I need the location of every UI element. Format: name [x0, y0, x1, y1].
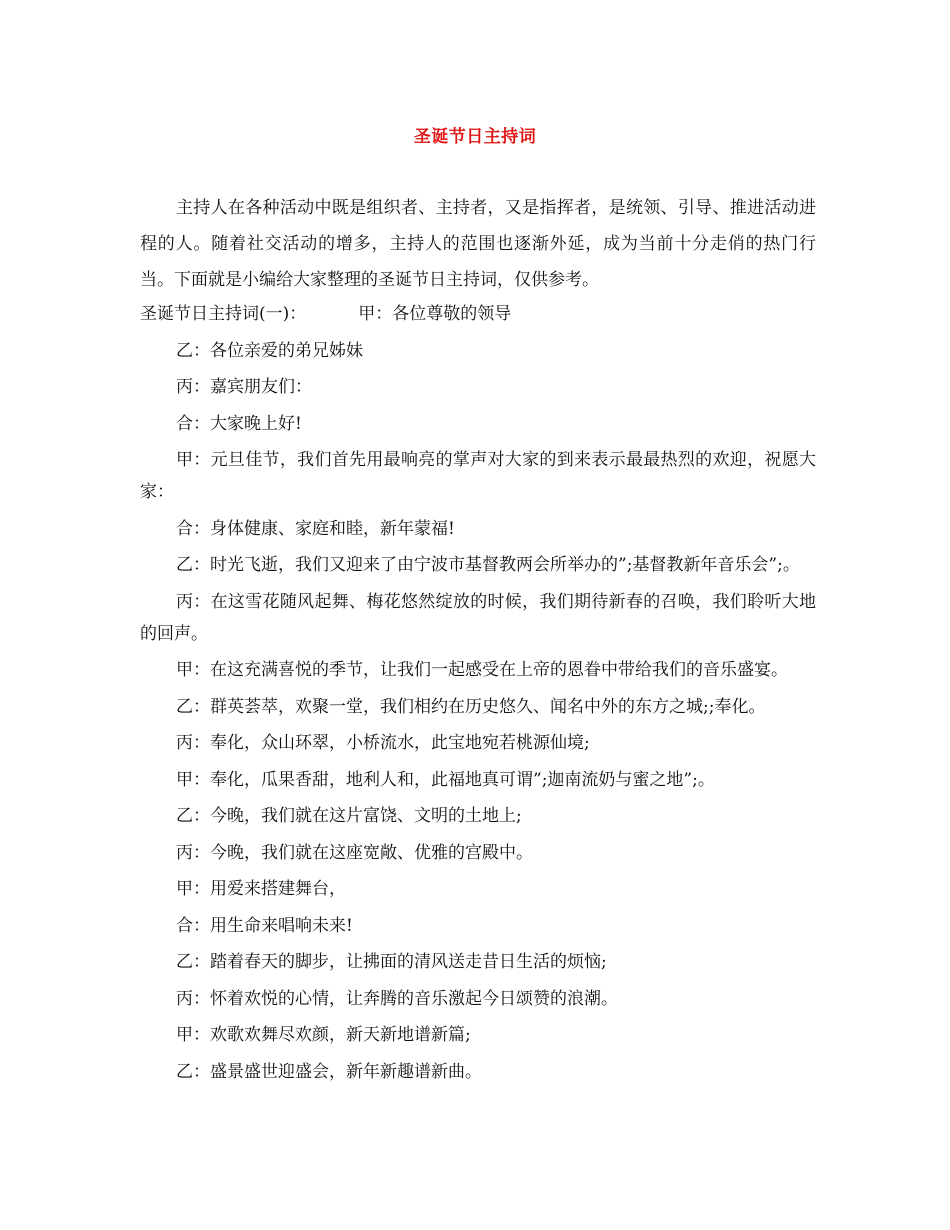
document-body [140, 190, 816, 1092]
dialogue-line: 乙：踏着春天的脚步，让拂面的清风送走昔日生活的烦恼; [176, 952, 607, 972]
dialogue-line: 甲：用爱来搭建舞台， [176, 879, 346, 899]
dialogue-line: 乙：群英荟萃，欢聚一堂，我们相约在历史悠久、闻名中外的东方之城;;奉化。 [176, 696, 766, 717]
dialogue-line: 合：大家晚上好! [176, 413, 302, 434]
dialogue-line: 乙：盛景盛世迎盛会，新年新趣谱新曲。 [176, 1061, 482, 1082]
document-title: 圣诞节日主持词 [413, 127, 537, 147]
dialogue-line: 甲：奉化，瓜果香甜，地利人和，此福地真可谓”;迦南流奶与蜜之地”;。 [176, 769, 715, 790]
dialogue-line: 丙：嘉宾朋友们： [176, 377, 312, 397]
intro-paragraph: 主持人在各种活动中既是组织者、主持者，又是指挥者，是统领、引导、推进活动进程的人。随着社交活动的增多，主持人的范围也逐渐外延，成为当前十分走俏的热门行当。下面就是小编给大家整理的圣诞节日主持词，仅供参考。 [140, 198, 816, 290]
section-heading: 圣诞节日主持词(一)： [140, 304, 307, 324]
dialogue-line: 丙：在这雪花随风起舞、梅花悠然绽放的时候，我们期待新春的召唤，我们聆听大地的回声。 [140, 591, 816, 644]
section-first-line: 甲：各位尊敬的领导 [358, 304, 512, 324]
dialogue-line: 合：身体健康、家庭和睦，新年蒙福! [176, 518, 455, 539]
dialogue-line: 丙：奉化，众山环翠，小桥流水，此宝地宛若桃源仙境; [176, 733, 590, 753]
dialogue-line: 甲：欢歌欢舞尽欢颜，新天新地谱新篇; [176, 1025, 471, 1045]
dialogue-line: 乙：各位亲爱的弟兄姊妹 [176, 340, 363, 361]
dialogue-line: 乙：今晚，我们就在这片富饶、文明的土地上; [176, 806, 522, 826]
dialogue-line: 丙：怀着欢悦的心情，让奔腾的音乐激起今日颂赞的浪潮。 [176, 988, 618, 1009]
dialogue-line: 合：用生命来唱响未来! [176, 915, 353, 936]
dialogue-line: 乙：时光飞逝，我们又迎来了由宁波市基督教两会所举办的”;基督教新年音乐会”;。 [176, 555, 800, 575]
section-heading-line [140, 298, 816, 330]
dialogue-line: 丙：今晚，我们就在这座宽敞、优雅的宫殿中。 [176, 842, 533, 863]
dialogue-line: 甲：在这充满喜悦的季节，让我们一起感受在上帝的恩眷中带给我们的音乐盛宴。 [176, 660, 788, 680]
dialogue-line: 甲：元旦佳节，我们首先用最响亮的掌声对大家的到来表示最最热烈的欢迎，祝愿大家： [140, 450, 816, 502]
